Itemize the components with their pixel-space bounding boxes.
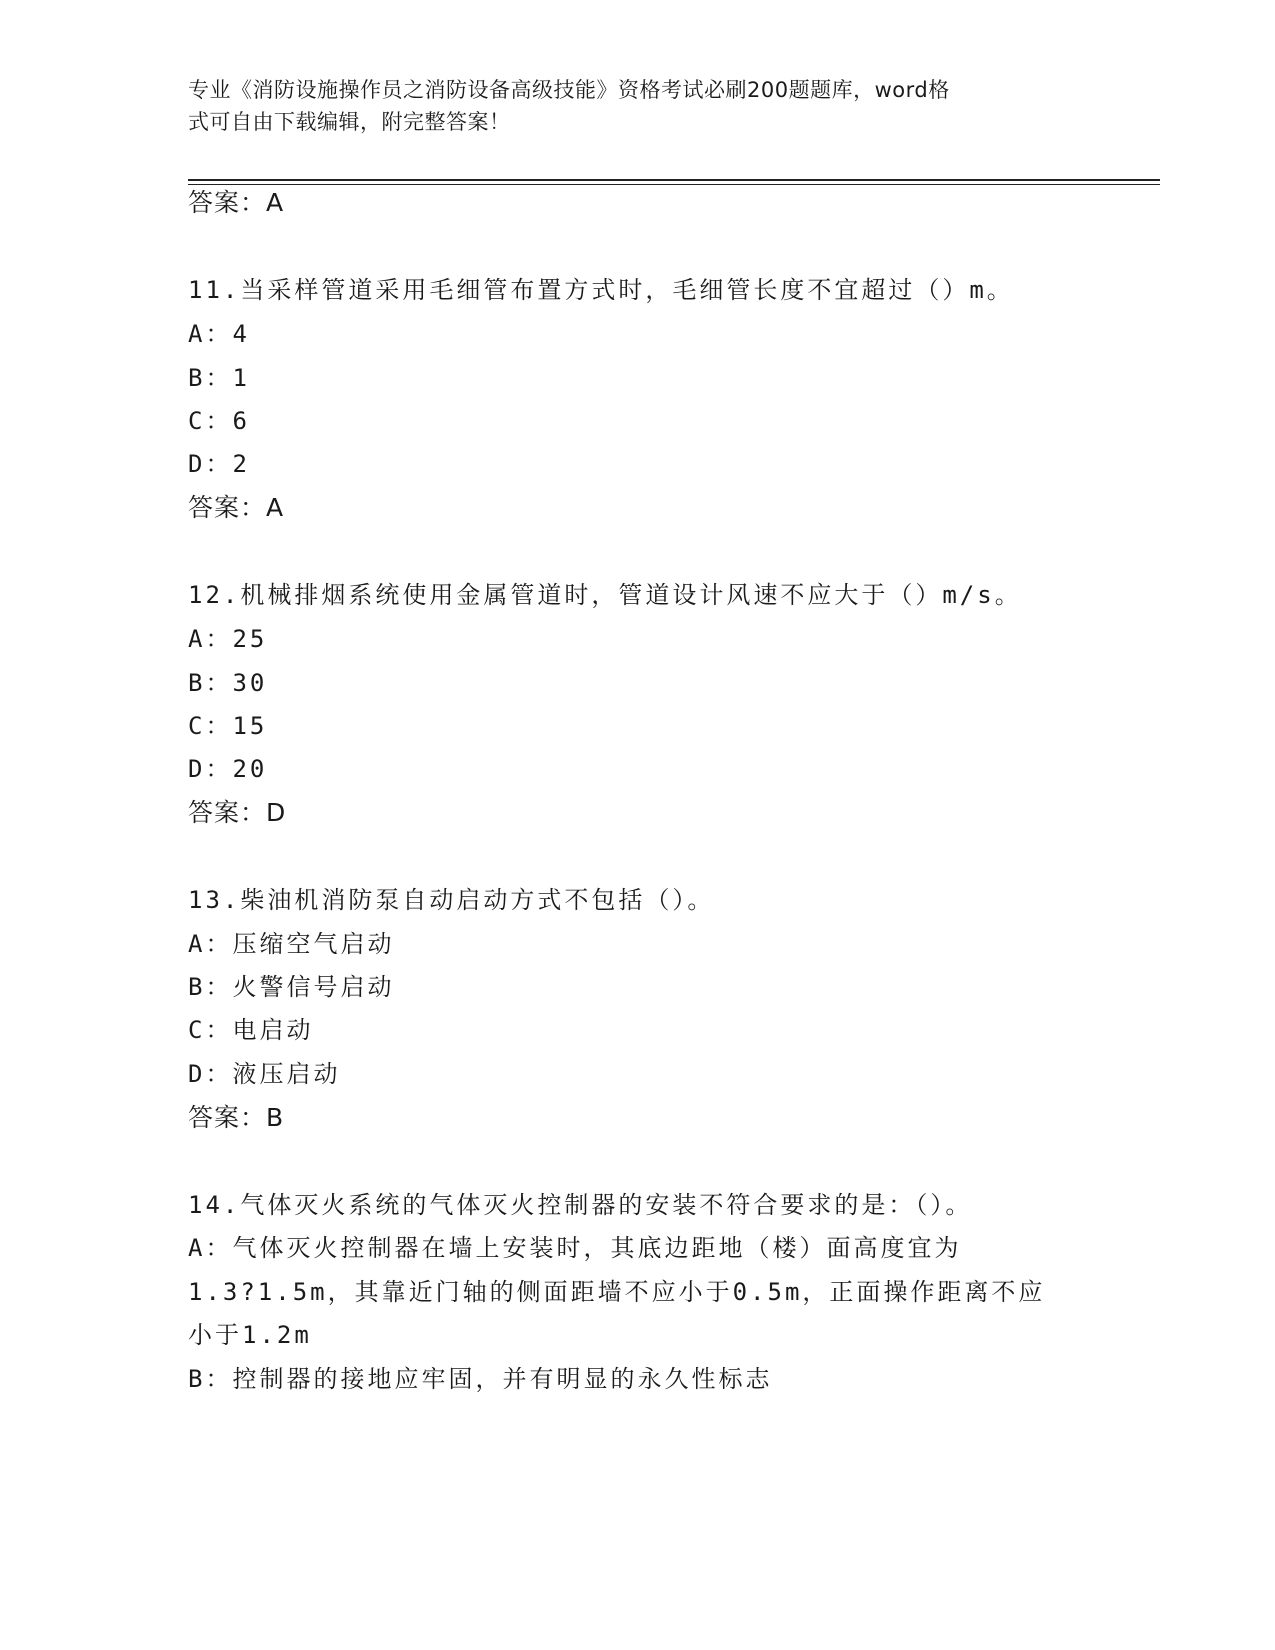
option-b: B：控制器的接地应牢固，并有明显的永久性标志 <box>188 1365 773 1393</box>
option-b: B：1 <box>188 364 250 392</box>
option-d: D：2 <box>188 450 250 478</box>
option-b: B：火警信号启动 <box>188 973 395 1001</box>
answer: 答案：B <box>188 1103 285 1132</box>
header-line-1: 专业《消防设施操作员之消防设备高级技能》资格考试必刷200题题库，word格 <box>188 78 950 102</box>
option-a-line-1: A：气体灭火控制器在墙上安装时，其底边距地（楼）面高度宜为 <box>188 1234 962 1262</box>
question-stem: 11.当采样管道采用毛细管布置方式时，毛细管长度不宜超过（）m。 <box>188 276 1014 304</box>
header-divider-thin <box>188 184 1160 185</box>
answer: 答案：D <box>188 798 287 827</box>
document-header <box>188 74 1068 138</box>
option-c: C：6 <box>188 407 250 435</box>
option-a: A：4 <box>188 320 250 348</box>
answer-previous: 答案：A <box>188 188 285 217</box>
option-a-line-3: 小于1.2m <box>188 1321 312 1349</box>
option-d: D：液压启动 <box>188 1060 341 1088</box>
question-stem: 13.柴油机消防泵自动启动方式不包括（）。 <box>188 886 715 914</box>
option-b: B：30 <box>188 669 268 697</box>
question-stem: 14.气体灭火系统的气体灭火控制器的安装不符合要求的是：（）。 <box>188 1191 973 1219</box>
answer: 答案：A <box>188 493 285 522</box>
option-c: C：电启动 <box>188 1016 314 1044</box>
option-a: A：压缩空气启动 <box>188 930 395 958</box>
option-a: A：25 <box>188 625 268 653</box>
option-a-line-2: 1.3?1.5m，其靠近门轴的侧面距墙不应小于0.5m，正面操作距离不应 <box>188 1278 1046 1306</box>
option-c: C：15 <box>188 712 268 740</box>
option-d: D：20 <box>188 755 268 783</box>
header-divider-thick <box>188 179 1160 181</box>
header-line-2: 式可自由下载编辑，附完整答案！ <box>188 110 511 134</box>
question-stem: 12.机械排烟系统使用金属管道时，管道设计风速不应大于（）m/s。 <box>188 581 1022 609</box>
